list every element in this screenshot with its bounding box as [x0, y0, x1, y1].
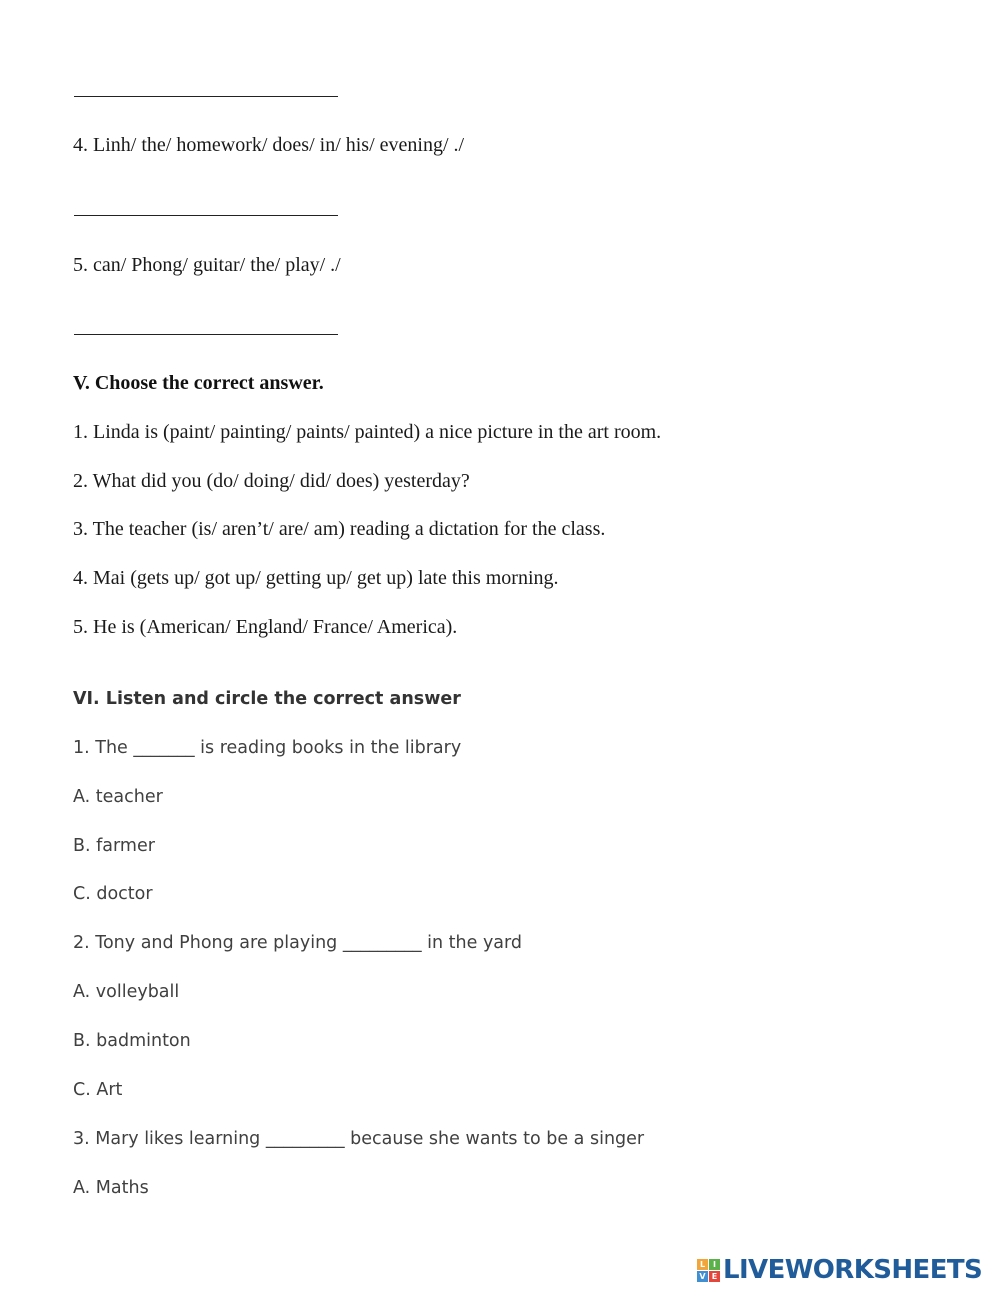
logo-block-i: I [709, 1259, 720, 1270]
logo-blocks-icon [697, 1259, 720, 1282]
exercise-v-heading: V. Choose the correct answer. [73, 372, 324, 394]
exercise-vi-q2-option-c[interactable]: C. Art [73, 1080, 123, 1100]
exercise-vi-heading: VI. Listen and circle the correct answer [73, 689, 461, 709]
exercise-iv-item-5: 5. can/ Phong/ guitar/ the/ play/ ./ [73, 254, 341, 276]
exercise-v-item-4: 4. Mai (gets up/ got up/ getting up/ get up) late this morning. [73, 567, 559, 589]
exercise-vi-q2-option-b[interactable]: B. badminton [73, 1031, 191, 1051]
answer-line-5[interactable] [74, 334, 338, 335]
exercise-vi-q2-option-a[interactable]: A. volleyball [73, 982, 180, 1002]
exercise-iv-item-4: 4. Linh/ the/ homework/ does/ in/ his/ evening/ ./ [73, 134, 465, 156]
exercise-v-item-1: 1. Linda is (paint/ painting/ paints/ painted) a nice picture in the art room. [73, 421, 662, 443]
answer-line-4[interactable] [74, 215, 338, 216]
exercise-vi-q1-option-c[interactable]: C. doctor [73, 884, 153, 904]
exercise-vi-question-3: 3. Mary likes learning _________ because she wants to be a singer [73, 1129, 645, 1149]
exercise-vi-q1-option-b[interactable]: B. farmer [73, 836, 155, 856]
logo-block-e: E [709, 1271, 720, 1282]
exercise-v-item-2: 2. What did you (do/ doing/ did/ does) yesterday? [73, 470, 470, 492]
answer-line-3[interactable] [74, 96, 338, 97]
logo-text: LIVEWORKSHEETS [723, 1255, 983, 1285]
liveworksheets-logo [697, 1253, 982, 1287]
exercise-vi-q1-option-a[interactable]: A. teacher [73, 787, 163, 807]
logo-block-v: V [697, 1271, 708, 1282]
exercise-vi-question-1: 1. The _______ is reading books in the library [73, 738, 462, 758]
exercise-vi-q3-option-a[interactable]: A. Maths [73, 1178, 149, 1198]
logo-block-l: L [697, 1259, 708, 1270]
exercise-v-item-3: 3. The teacher (is/ aren’t/ are/ am) reading a dictation for the class. [73, 518, 606, 540]
exercise-v-item-5: 5. He is (American/ England/ France/ America). [73, 616, 458, 638]
exercise-vi-question-2: 2. Tony and Phong are playing _________ in the yard [73, 933, 523, 953]
